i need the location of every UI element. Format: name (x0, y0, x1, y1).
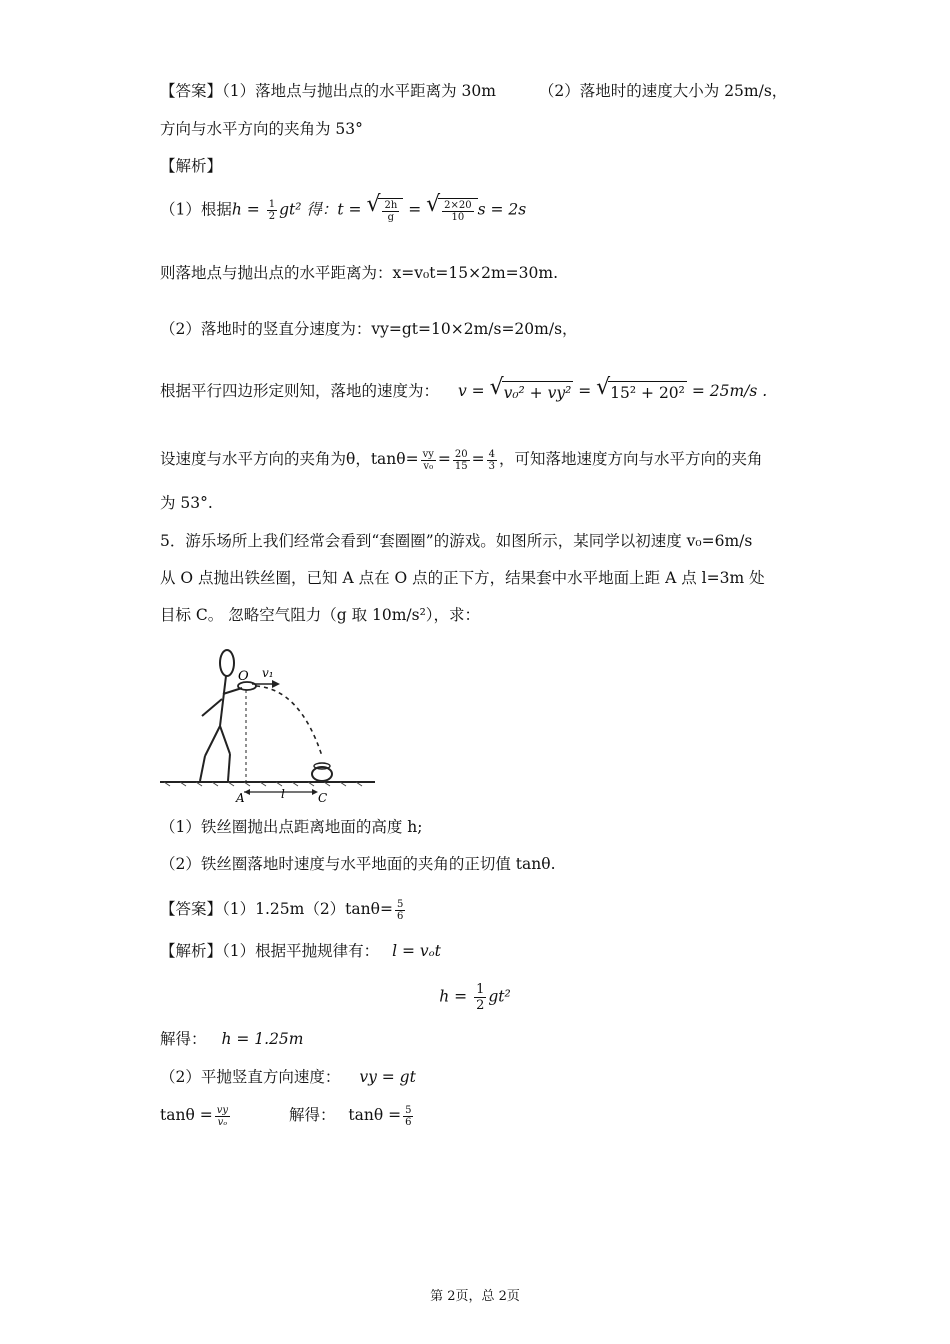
answer-line-2: 方向与水平方向的夹角为 53° (160, 120, 363, 138)
q5-line-1: 5．游乐场所上我们经常会看到“套圈圈”的游戏。如图所示，某同学以初速度 v₀=6m/s (160, 532, 753, 550)
ring-toss-figure (160, 644, 375, 804)
fraction-half: $\frac{1}{2}$ (268, 198, 276, 222)
person-leg-right (228, 754, 230, 781)
label-v: v₁ (262, 666, 274, 680)
vy-2: （2）平抛竖直方向速度： vy = gt (160, 1068, 416, 1086)
q5-analysis: 【解析】（1）根据平抛规律有： l = vₒt (160, 942, 441, 960)
arrowhead-icon (272, 680, 280, 688)
label-o: O (238, 669, 249, 684)
sqrt-1: √ $\frac{2h}{g}$ (366, 198, 403, 223)
equation-h: h = $\frac{1}{2}$ gt² (439, 982, 511, 1013)
q5-answer: 【答案】（1）1.25m（2）tanθ= $\frac{5}{6}$ (160, 898, 404, 922)
answer-line-1: 【答案】（1）落地点与抛出点的水平距离为 30m （2）落地时的速度大小为 25m/s， (160, 82, 788, 100)
vy-line: （2）落地时的竖直分速度为：vy=gt=10×2m/s=20m/s， (160, 320, 578, 338)
q5-line-2: 从 O 点抛出铁丝圈，已知 A 点在 O 点的正下方，结果套中水平地面上距 A 点 l=3m 处 (160, 569, 765, 587)
tan-end: 为 53°. (160, 494, 213, 512)
label-a: A (236, 791, 245, 804)
person-leg-left (200, 756, 205, 781)
person-head (220, 650, 234, 676)
tan-2: tanθ = $\frac{vy}{\text{vₒ}}$ 解得： tanθ = $\frac{5}{6}$ (160, 1104, 412, 1128)
page-footer: 第 2页，总 2页 (430, 1289, 520, 1304)
q5-line-3: 目标 C。 忽略空气阻力（g 取 10m/s²），求： (160, 606, 481, 624)
analysis-label: 【解析】 (160, 157, 223, 175)
label-c: C (318, 791, 328, 804)
step1-formula: （1）根据h = $\frac{1}{2}$ gt² 得：t = √ $\frac{2h}{g}$ = √ $\frac{2\times 20}{10}$ s = 2s (160, 192, 527, 223)
distance-line: 则落地点与抛出点的水平距离为：x=v₀t=15×2m=30m. (160, 264, 559, 282)
person-arm-back (202, 699, 222, 716)
tan-line: 设速度与水平方向的夹角为θ，tanθ= $\frac{vy}{\text{v₀}}$ = $\frac{20}{15}$ = $\frac{4}{3}$ ，可知落地速度方向与水平方向的夹角 (160, 448, 763, 472)
sub-question-2: （2）铁丝圈落地时速度与水平地面的夹角的正切值 tanθ. (160, 855, 556, 873)
sub-question-1: （1）铁丝圈抛出点距离地面的高度 h; (160, 818, 423, 836)
speed-line: 根据平行四边形定则知，落地的速度为： v = √ v₀² + vy² = √ 15² + 20² = 25m/s . (160, 374, 768, 402)
trajectory-path (256, 686, 322, 756)
solve-1: 解得： h = 1.25m (160, 1030, 304, 1048)
sqrt-speed: √ v₀² + vy² (489, 374, 572, 402)
label-l: l (281, 787, 285, 801)
sqrt-2: √ $\frac{2\times 20}{10}$ (426, 198, 477, 223)
sqrt-speed-2: √ 15² + 20² (596, 374, 685, 402)
